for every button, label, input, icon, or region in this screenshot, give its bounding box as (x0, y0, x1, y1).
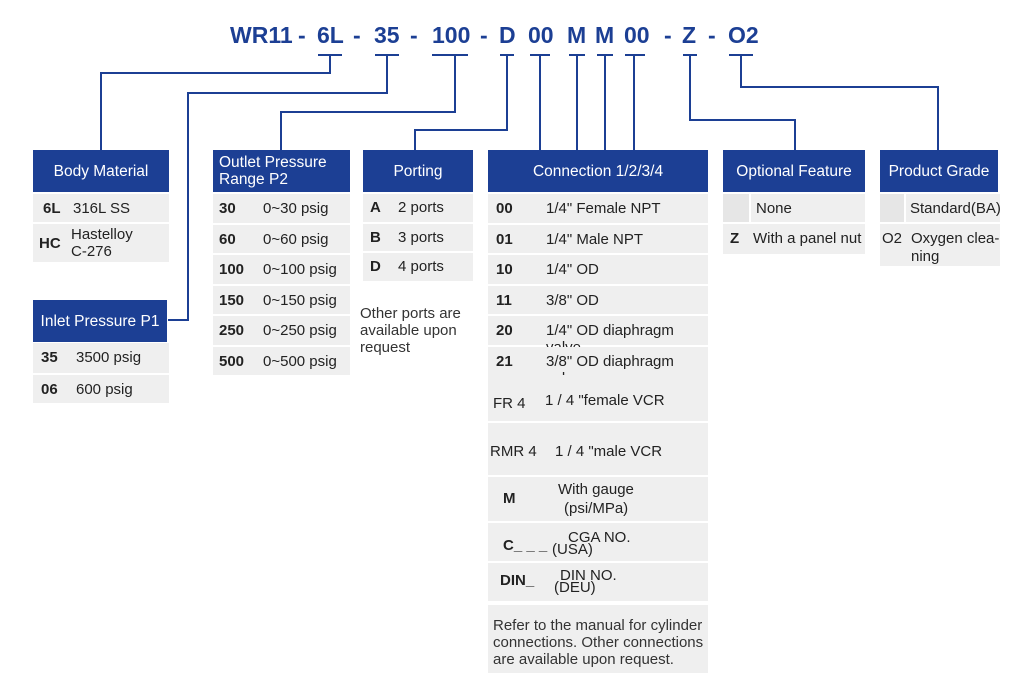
row-value: 1/4" Female NPT (546, 200, 661, 217)
outlet-pressure-title-line1: Outlet Pressure (219, 154, 327, 171)
product-grade-header: Product Grade (880, 150, 998, 192)
table-row (363, 194, 473, 222)
row-value: 600 psig (76, 381, 133, 398)
table-row (906, 194, 1000, 222)
row-value: 1 / 4 "female VCR (545, 392, 665, 409)
row-code: 150 (219, 291, 245, 309)
code-separator: - (353, 22, 361, 48)
outlet-pressure-header (213, 150, 350, 192)
row-value: 0~500 psig (263, 352, 337, 370)
row-value: 1 / 4 "male VCR (555, 443, 663, 460)
row-code: 6L (43, 200, 61, 217)
table-row (213, 286, 350, 315)
table-row (213, 316, 350, 345)
table-row (488, 563, 708, 601)
row-value: 3/8" OD (546, 291, 599, 309)
row-value: 3500 psig (76, 349, 142, 366)
row-code: 06 (41, 381, 58, 398)
row-code: B (370, 228, 381, 246)
porting-note-line1: Other ports are (360, 305, 461, 322)
row-value: 0~150 psig (263, 291, 337, 309)
outlet-pressure-title-line2: Range P2 (219, 171, 288, 188)
row-code: 11 (496, 291, 512, 309)
table-row (33, 375, 169, 403)
row-code: DIN_ (500, 572, 535, 589)
row-value: 0~30 psig (263, 200, 329, 217)
row-code: 20 (496, 322, 513, 339)
row-value: 3 ports (398, 228, 444, 246)
porting-note (360, 305, 480, 356)
row-value: Oxygen clea- (911, 230, 1000, 247)
row-code: HC (39, 235, 61, 252)
row-code: 35 (41, 349, 58, 366)
code-m: M (595, 22, 615, 48)
code-m: M (567, 22, 587, 48)
table-row (33, 224, 169, 262)
row-code: M (503, 490, 516, 507)
table-row (880, 224, 1000, 266)
table-row (488, 523, 708, 561)
row-value: None (756, 200, 792, 217)
row-code: 250 (219, 322, 245, 339)
code-z: Z (682, 22, 697, 48)
code-separator: - (298, 22, 306, 48)
row-value: With gauge (558, 481, 634, 498)
row-code: 01 (496, 230, 513, 248)
row-value-line2: (USA) (552, 541, 593, 558)
code-separator: - (480, 22, 488, 48)
row-value-line2: (psi/MPa) (564, 500, 629, 517)
inlet-pressure-header: Inlet Pressure P1 (33, 300, 167, 342)
row-code: 60 (219, 230, 236, 248)
row-value: With a panel nut (753, 230, 862, 247)
row-code: 100 (219, 261, 245, 278)
code-o2: O2 (728, 22, 759, 48)
row-value: 4 ports (398, 258, 444, 275)
code-separator: - (410, 22, 418, 48)
row-value: Standard(BA) (910, 200, 1001, 217)
row-value: 1/4" OD diaphragm (546, 322, 674, 339)
code-6l: 6L (317, 22, 344, 48)
table-row (488, 194, 708, 223)
connection-note-line2: connections. Other connections (493, 634, 704, 651)
row-code: FR 4 (493, 395, 526, 412)
connection-header: Connection 1/2/3/4 (488, 150, 708, 192)
table-row (488, 286, 708, 315)
table-row (213, 347, 350, 376)
table-row (488, 375, 708, 421)
code-00: 00 (624, 22, 650, 48)
code-separator: - (708, 22, 716, 48)
row-value: 0~250 psig (263, 322, 337, 339)
row-code: 21 (496, 352, 513, 370)
table-row (33, 343, 169, 373)
table-row (723, 224, 865, 254)
code-wr11: WR11 (230, 22, 293, 48)
table-row (488, 477, 708, 521)
row-value-line2: C-276 (71, 243, 112, 260)
row-code: A (370, 199, 381, 216)
porting-note-line2: available upon (360, 322, 457, 339)
row-code: 30 (219, 200, 236, 217)
row-code: D (370, 258, 381, 275)
porting-note-line3: request (360, 339, 411, 356)
body-material-header: Body Material (33, 150, 169, 192)
row-value: 0~60 psig (263, 230, 329, 248)
row-value: 2 ports (398, 199, 444, 216)
table-row (33, 194, 169, 222)
connection-note-line3: are available upon request. (493, 651, 674, 668)
code-35: 35 (374, 22, 400, 48)
row-value: 1/4" OD (546, 261, 599, 278)
code-00: 00 (528, 22, 554, 48)
porting-header: Porting (363, 150, 473, 192)
table-row (751, 194, 865, 222)
table-row (213, 255, 350, 284)
row-code: O2 (882, 230, 903, 247)
code-100: 100 (432, 22, 471, 48)
row-value: DIN NO. (560, 567, 617, 584)
code-d: D (499, 22, 516, 48)
row-value: 3/8" OD diaphragm (546, 352, 674, 370)
connection-note-line1: Refer to the manual for cylinder (493, 617, 703, 634)
row-code: 10 (496, 261, 513, 278)
table-row (488, 316, 708, 345)
table-row-code-cell (723, 194, 749, 222)
table-row (363, 253, 473, 281)
row-value-line2: ning (911, 248, 940, 265)
table-row (363, 224, 473, 252)
optional-feature-header: Optional Feature (723, 150, 865, 192)
row-code: 00 (496, 200, 513, 217)
table-row (488, 423, 708, 475)
row-value: Hastelloy (71, 226, 133, 243)
row-value: 316L SS (73, 200, 130, 217)
row-value-line2: (DEU) (554, 579, 596, 596)
table-row (488, 255, 708, 284)
table-row-code-cell (880, 194, 904, 222)
table-row (488, 225, 708, 254)
row-code: C_ _ _ (503, 537, 548, 554)
connection-note (488, 605, 708, 673)
table-row (213, 194, 350, 223)
code-separator: - (664, 22, 672, 48)
row-value: CGA NO. (568, 529, 631, 546)
row-code: Z (730, 230, 740, 247)
table-row (213, 225, 350, 254)
row-code: RMR 4 (490, 443, 537, 460)
row-value: 0~100 psig (263, 261, 337, 278)
row-code: 500 (219, 352, 245, 370)
row-value: 1/4" Male NPT (546, 230, 644, 248)
table-row (488, 347, 708, 376)
